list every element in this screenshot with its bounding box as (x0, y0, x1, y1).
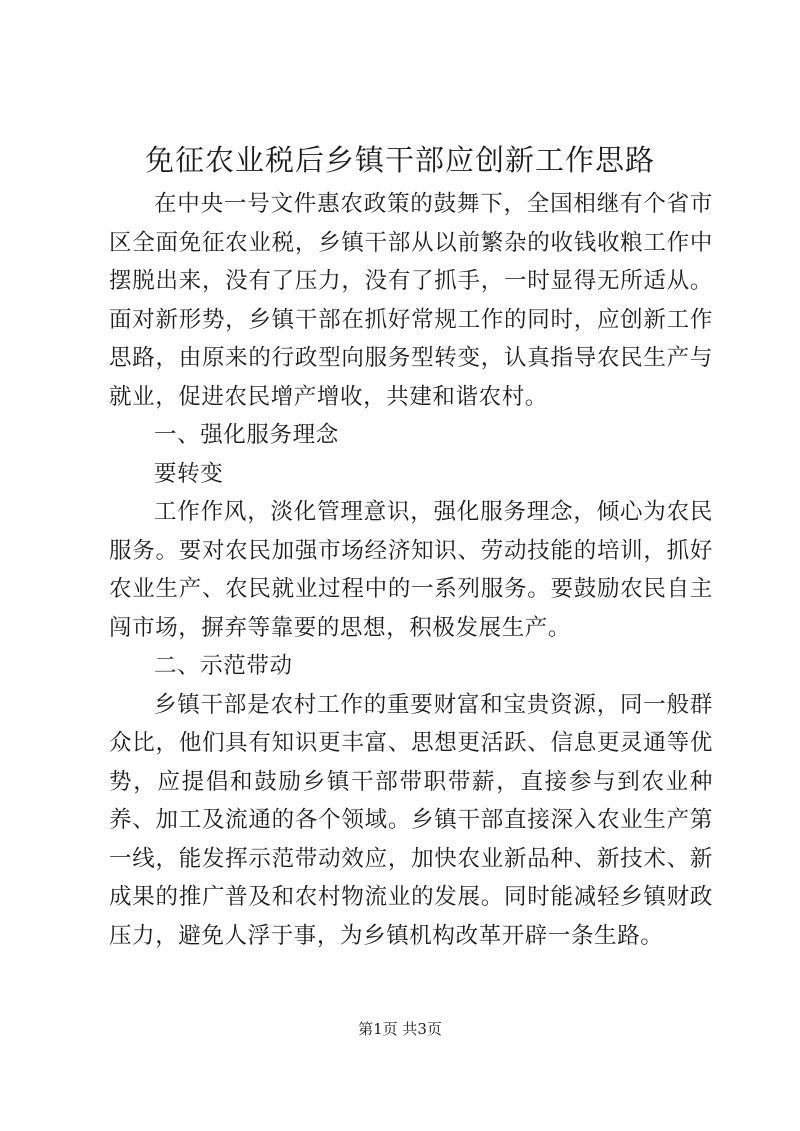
paragraph-intro: 在中央一号文件惠农政策的鼓舞下，全国相继有个省市区全面免征农业税，乡镇干部从以前繁杂的收钱收粮工作中摆脱出来，没有了压力，没有了抓手，一时显得无所适从。面对新形势，乡镇干部在抓好常规工作的同时，应创新工作思路，由原来的行政型向服务型转变，认真指导农民生产与就业，促进农民增产增收，共建和谐农村。 (109, 191, 713, 410)
page-footer: 第1页 共3页 (358, 1020, 442, 1038)
document-title: 免征农业税后乡镇干部应创新工作思路 (144, 143, 655, 177)
paragraph-short: 要转变 (154, 460, 224, 487)
document-body (109, 185, 713, 955)
section-heading-1: 一、强化服务理念 (154, 422, 339, 448)
paragraph-work-style: 工作作风，淡化管理意识，强化服务理念，倾心为农民服务。要对农民加强市场经济知识、劳动技能的培训，抓好农业生产、农民就业过程中的一系列服务。要鼓励农民自主闯市场，摒弃等靠要的思想，积极发展生产。 (109, 499, 713, 641)
paragraph-demonstration: 乡镇干部是农村工作的重要财富和宝贵资源，同一般群众比，他们具有知识更丰富、思想更活跃、信息更灵通等优势，应提倡和鼓励乡镇干部带职带薪，直接参与到农业种养、加工及流通的各个领域。乡镇干部直接深入农业生产第一线，能发挥示范带动效应，加快农业新品种、新技术、新成果的推广普及和农村物流业的发展。同时能减轻乡镇财政压力，避免人浮于事，为乡镇机构改革开辟一条生路。 (109, 691, 713, 949)
section-heading-2: 二、示范带动 (154, 653, 293, 679)
